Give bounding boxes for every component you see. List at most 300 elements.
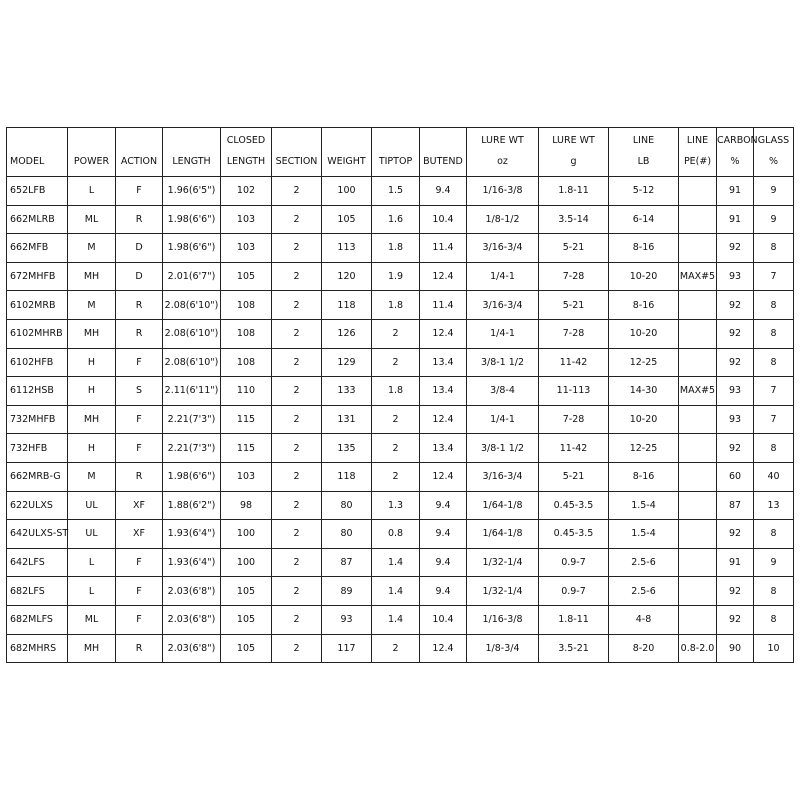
table-cell: 108	[221, 319, 272, 348]
table-cell: 3/8-4	[467, 377, 539, 406]
table-cell: 2	[272, 577, 322, 606]
table-cell: UL	[68, 491, 116, 520]
table-cell: 105	[221, 634, 272, 663]
table-row	[7, 577, 794, 606]
column-header-line1	[322, 130, 371, 152]
table-cell: 2.01(6'7")	[163, 262, 221, 291]
table-cell: 12.4	[420, 462, 467, 491]
column-header	[420, 128, 467, 177]
table-cell: 1.98(6'6")	[163, 205, 221, 234]
table-cell: 2	[372, 434, 420, 463]
table-row	[7, 377, 794, 406]
table-row	[7, 348, 794, 377]
table-cell	[679, 491, 717, 520]
table-cell: 105	[322, 205, 372, 234]
table-cell: 1/64-1/8	[467, 520, 539, 549]
table-cell: 10-20	[609, 262, 679, 291]
table-cell: 117	[322, 634, 372, 663]
table-cell: 8	[754, 577, 794, 606]
table-cell: 9.4	[420, 520, 467, 549]
table-cell: ML	[68, 205, 116, 234]
table-cell: 1.5-4	[609, 491, 679, 520]
table-cell: 1/16-3/8	[467, 177, 539, 206]
column-header-line2: PE(#)	[683, 156, 712, 167]
table-cell: 92	[717, 577, 754, 606]
table-cell: MH	[68, 319, 116, 348]
table-cell: 12-25	[609, 348, 679, 377]
column-header-line2: LB	[637, 156, 650, 167]
table-cell: 3.5-21	[539, 634, 609, 663]
model-cell: 682LFS	[7, 577, 68, 606]
table-cell: 7-28	[539, 319, 609, 348]
model-cell: 652LFB	[7, 177, 68, 206]
table-cell: 5-21	[539, 234, 609, 263]
table-cell: 5-12	[609, 177, 679, 206]
table-cell: 120	[322, 262, 372, 291]
model-cell: 642LFS	[7, 548, 68, 577]
table-cell: 103	[221, 462, 272, 491]
table-cell	[679, 319, 717, 348]
table-cell: 13.4	[420, 434, 467, 463]
column-header-line2: MODEL	[10, 156, 45, 167]
table-cell: 91	[717, 548, 754, 577]
table-cell: 2	[272, 634, 322, 663]
table-cell: F	[116, 405, 163, 434]
table-cell: 1.8	[372, 377, 420, 406]
column-header-line1: CARBON	[717, 135, 758, 146]
table-cell: 2	[272, 462, 322, 491]
table-cell: 2.03(6'8")	[163, 577, 221, 606]
table-cell: 13	[754, 491, 794, 520]
table-cell: 2	[272, 348, 322, 377]
table-cell: 2	[372, 405, 420, 434]
table-cell: 102	[221, 177, 272, 206]
table-cell: 2	[272, 205, 322, 234]
table-cell: 2	[272, 234, 322, 263]
table-cell: 2	[272, 319, 322, 348]
table-cell	[679, 462, 717, 491]
table-cell: XF	[116, 491, 163, 520]
table-cell: 110	[221, 377, 272, 406]
table-cell: H	[68, 348, 116, 377]
table-cell: 2.5-6	[609, 548, 679, 577]
column-header-line1	[372, 130, 419, 152]
table-cell: 2.11(6'11")	[163, 377, 221, 406]
table-cell: 92	[717, 434, 754, 463]
column-header-line1: GLASS	[757, 135, 790, 146]
table-cell: 1/32-1/4	[467, 577, 539, 606]
table-cell: 1.93(6'4")	[163, 548, 221, 577]
table-cell: 108	[221, 348, 272, 377]
table-cell: 6-14	[609, 205, 679, 234]
table-cell: 1/64-1/8	[467, 491, 539, 520]
table-cell: 9.4	[420, 177, 467, 206]
table-cell: 1.6	[372, 205, 420, 234]
table-cell: 10	[754, 634, 794, 663]
table-cell: 5-21	[539, 462, 609, 491]
table-cell: 11-42	[539, 348, 609, 377]
table-cell: M	[68, 462, 116, 491]
table-row	[7, 491, 794, 520]
table-cell: 92	[717, 605, 754, 634]
table-cell: 14-30	[609, 377, 679, 406]
column-header-line1: LURE WT	[552, 135, 595, 146]
table-cell: 2	[372, 634, 420, 663]
column-header	[754, 128, 794, 177]
table-cell: 11-42	[539, 434, 609, 463]
table-cell: 1.93(6'4")	[163, 520, 221, 549]
table-cell: 91	[717, 205, 754, 234]
column-header-line2: WEIGHT	[327, 156, 366, 167]
table-cell: 0.45-3.5	[539, 520, 609, 549]
table-cell: 1.88(6'2")	[163, 491, 221, 520]
table-cell: XF	[116, 520, 163, 549]
table-cell: 40	[754, 462, 794, 491]
table-cell: 2.08(6'10")	[163, 348, 221, 377]
table-cell: 1.4	[372, 548, 420, 577]
model-cell: 6102HFB	[7, 348, 68, 377]
table-cell: 1.8	[372, 291, 420, 320]
table-cell: 3/8-1 1/2	[467, 348, 539, 377]
column-header-line2: g	[570, 156, 577, 167]
table-cell: 2	[372, 462, 420, 491]
table-cell: H	[68, 377, 116, 406]
table-cell: MAX#5	[679, 262, 717, 291]
model-cell: 732MHFB	[7, 405, 68, 434]
table-cell: 1.8-11	[539, 605, 609, 634]
table-cell: 9.4	[420, 491, 467, 520]
column-header-line1	[68, 130, 115, 152]
table-cell: L	[68, 548, 116, 577]
table-cell: 3/8-1 1/2	[467, 434, 539, 463]
table-cell: D	[116, 262, 163, 291]
column-header	[163, 128, 221, 177]
table-cell: 3/16-3/4	[467, 291, 539, 320]
model-cell: 622ULXS	[7, 491, 68, 520]
table-cell: 10-20	[609, 319, 679, 348]
column-header-line1	[272, 130, 321, 152]
table-cell: H	[68, 434, 116, 463]
table-cell: 126	[322, 319, 372, 348]
table-cell: F	[116, 548, 163, 577]
table-cell: 1/8-3/4	[467, 634, 539, 663]
column-header-line1: LINE	[632, 135, 655, 146]
column-header-line1	[116, 130, 162, 152]
rod-spec-table	[6, 127, 794, 663]
table-cell	[679, 177, 717, 206]
table-cell: 7	[754, 377, 794, 406]
table-cell: 1.5	[372, 177, 420, 206]
table-cell: MH	[68, 405, 116, 434]
table-cell: 10-20	[609, 405, 679, 434]
table-cell: 8	[754, 348, 794, 377]
table-row	[7, 548, 794, 577]
table-cell: 1/4-1	[467, 319, 539, 348]
table-cell: 108	[221, 291, 272, 320]
table-cell: 1.98(6'6")	[163, 462, 221, 491]
table-cell: 1.8-11	[539, 177, 609, 206]
table-cell: 3.5-14	[539, 205, 609, 234]
table-cell: 8-20	[609, 634, 679, 663]
table-row	[7, 234, 794, 263]
table-cell: 1.4	[372, 605, 420, 634]
table-cell: R	[116, 319, 163, 348]
table-cell: M	[68, 234, 116, 263]
table-cell: 8-16	[609, 291, 679, 320]
column-header-line1	[163, 130, 220, 152]
column-header	[272, 128, 322, 177]
table-cell: 2.08(6'10")	[163, 319, 221, 348]
column-header	[68, 128, 116, 177]
model-cell: 642ULXS-ST	[7, 520, 68, 549]
table-cell: 93	[322, 605, 372, 634]
table-cell: 89	[322, 577, 372, 606]
table-cell: 1.96(6'5")	[163, 177, 221, 206]
table-cell	[679, 205, 717, 234]
model-cell: 732HFB	[7, 434, 68, 463]
table-row	[7, 205, 794, 234]
column-header-line2: POWER	[73, 156, 110, 167]
table-cell: 1.9	[372, 262, 420, 291]
table-cell: 92	[717, 348, 754, 377]
table-cell: 113	[322, 234, 372, 263]
table-cell: 135	[322, 434, 372, 463]
table-cell: 1.5-4	[609, 520, 679, 549]
table-cell: 0.9-7	[539, 577, 609, 606]
model-cell: 662MFB	[7, 234, 68, 263]
table-cell: 93	[717, 377, 754, 406]
table-cell: 115	[221, 405, 272, 434]
column-header	[609, 128, 679, 177]
table-cell: 87	[717, 491, 754, 520]
table-cell: 100	[221, 520, 272, 549]
table-body	[7, 177, 794, 663]
table-cell	[679, 434, 717, 463]
table-cell: 7	[754, 405, 794, 434]
table-cell	[679, 548, 717, 577]
column-header-line2: BUTEND	[423, 156, 463, 167]
column-header-line1: CLOSED	[226, 135, 266, 146]
table-cell: 1/8-1/2	[467, 205, 539, 234]
table-cell: 2	[272, 548, 322, 577]
table-cell: 7-28	[539, 405, 609, 434]
table-cell: 1/32-1/4	[467, 548, 539, 577]
model-cell: 662MRB-G	[7, 462, 68, 491]
table-row	[7, 520, 794, 549]
table-cell: 93	[717, 262, 754, 291]
table-cell: ML	[68, 605, 116, 634]
table-cell: 8	[754, 319, 794, 348]
table-cell: MH	[68, 634, 116, 663]
table-cell: 0.8-2.0	[679, 634, 717, 663]
table-cell: 105	[221, 262, 272, 291]
table-cell: 7-28	[539, 262, 609, 291]
table-cell: 8	[754, 291, 794, 320]
table-cell: 118	[322, 462, 372, 491]
column-header-line2: LENGTH	[226, 156, 266, 167]
table-cell: 8	[754, 520, 794, 549]
table-cell: F	[116, 605, 163, 634]
column-header	[539, 128, 609, 177]
table-cell: R	[116, 462, 163, 491]
table-cell: 98	[221, 491, 272, 520]
table-cell: 7	[754, 262, 794, 291]
table-cell: 2	[272, 520, 322, 549]
model-cell: 682MLFS	[7, 605, 68, 634]
table-cell: MH	[68, 262, 116, 291]
column-header	[372, 128, 420, 177]
table-cell: 2.21(7'3")	[163, 434, 221, 463]
column-header-line2: %	[768, 156, 779, 167]
table-cell: 10.4	[420, 605, 467, 634]
table-cell: 103	[221, 234, 272, 263]
table-cell: F	[116, 577, 163, 606]
table-cell: 8-16	[609, 234, 679, 263]
table-row	[7, 319, 794, 348]
table-cell	[679, 405, 717, 434]
table-cell: 11.4	[420, 234, 467, 263]
table-cell: 91	[717, 177, 754, 206]
model-cell: 682MHRS	[7, 634, 68, 663]
column-header	[467, 128, 539, 177]
table-cell: 105	[221, 577, 272, 606]
column-header-line1: LURE WT	[481, 135, 524, 146]
table-cell: 1.8	[372, 234, 420, 263]
table-row	[7, 262, 794, 291]
table-cell: 1/4-1	[467, 262, 539, 291]
table-cell: 2	[372, 348, 420, 377]
column-header-line1	[10, 130, 67, 152]
column-header	[322, 128, 372, 177]
table-cell: 93	[717, 405, 754, 434]
table-cell: L	[68, 577, 116, 606]
table-cell: 9.4	[420, 577, 467, 606]
column-header-line2: TIPTOP	[378, 156, 413, 167]
table-cell: 100	[322, 177, 372, 206]
table-cell: UL	[68, 520, 116, 549]
table-cell: 2	[272, 262, 322, 291]
table-cell: 133	[322, 377, 372, 406]
table-cell: 92	[717, 520, 754, 549]
table-cell: MAX#5	[679, 377, 717, 406]
column-header	[221, 128, 272, 177]
table-cell	[679, 234, 717, 263]
table-cell: 2.03(6'8")	[163, 605, 221, 634]
table-cell: 129	[322, 348, 372, 377]
model-cell: 6112HSB	[7, 377, 68, 406]
table-cell: 12-25	[609, 434, 679, 463]
table-cell: 13.4	[420, 348, 467, 377]
table-cell: 80	[322, 491, 372, 520]
table-cell: 105	[221, 605, 272, 634]
table-cell	[679, 348, 717, 377]
table-cell: 131	[322, 405, 372, 434]
table-cell: F	[116, 348, 163, 377]
table-cell: 2	[272, 177, 322, 206]
table-cell: 87	[322, 548, 372, 577]
table-cell: 12.4	[420, 319, 467, 348]
table-cell: 12.4	[420, 634, 467, 663]
table-cell: 92	[717, 234, 754, 263]
column-header	[116, 128, 163, 177]
table-cell: 9.4	[420, 548, 467, 577]
column-header-line2: SECTION	[275, 156, 318, 167]
table-cell: 92	[717, 291, 754, 320]
model-cell: 672MHFB	[7, 262, 68, 291]
table-cell: 2	[272, 405, 322, 434]
column-header-line2: %	[730, 156, 740, 167]
column-header-line1: LINE	[686, 135, 709, 146]
table-row	[7, 405, 794, 434]
column-header-line2: ACTION	[120, 156, 158, 167]
table-cell: 12.4	[420, 262, 467, 291]
table-row	[7, 177, 794, 206]
header-row	[7, 128, 794, 177]
table-cell: 4-8	[609, 605, 679, 634]
table-cell: 103	[221, 205, 272, 234]
table-cell: 1.98(6'6")	[163, 234, 221, 263]
table-cell: S	[116, 377, 163, 406]
table-cell: 92	[717, 319, 754, 348]
table-cell	[679, 605, 717, 634]
table-cell: 80	[322, 520, 372, 549]
model-cell: 6102MRB	[7, 291, 68, 320]
table-cell: 8	[754, 434, 794, 463]
table-cell: 2.5-6	[609, 577, 679, 606]
table-row	[7, 434, 794, 463]
table-cell	[679, 577, 717, 606]
table-cell: 90	[717, 634, 754, 663]
table-cell: 2.03(6'8")	[163, 634, 221, 663]
table-cell: 11.4	[420, 291, 467, 320]
table-cell: 13.4	[420, 377, 467, 406]
table-cell: R	[116, 205, 163, 234]
column-header-line2: oz	[497, 156, 508, 167]
column-header	[717, 128, 758, 177]
table-cell: 9	[754, 177, 794, 206]
table-cell: 1/16-3/8	[467, 605, 539, 634]
column-header-line2: LENGTH	[172, 156, 211, 167]
model-cell: 6102MHRB	[7, 319, 68, 348]
table-cell: F	[116, 434, 163, 463]
table-cell: F	[116, 177, 163, 206]
table-cell: 12.4	[420, 405, 467, 434]
table-cell: 10.4	[420, 205, 467, 234]
table-row	[7, 462, 794, 491]
table-cell: 8-16	[609, 462, 679, 491]
table-cell	[679, 520, 717, 549]
model-cell: 662MLRB	[7, 205, 68, 234]
table-cell	[679, 291, 717, 320]
table-cell: 2.08(6'10")	[163, 291, 221, 320]
table-cell: 0.8	[372, 520, 420, 549]
table-header	[7, 128, 794, 177]
table-row	[7, 291, 794, 320]
table-cell: 2	[272, 605, 322, 634]
table-cell: 100	[221, 548, 272, 577]
table-cell: M	[68, 291, 116, 320]
table-cell: 1.3	[372, 491, 420, 520]
column-header	[7, 128, 68, 177]
table-cell: 115	[221, 434, 272, 463]
table-cell: 9	[754, 548, 794, 577]
column-header	[679, 128, 717, 177]
table-cell: 60	[717, 462, 754, 491]
table-cell: 8	[754, 605, 794, 634]
table-cell: 0.45-3.5	[539, 491, 609, 520]
table-cell: L	[68, 177, 116, 206]
table-row	[7, 605, 794, 634]
